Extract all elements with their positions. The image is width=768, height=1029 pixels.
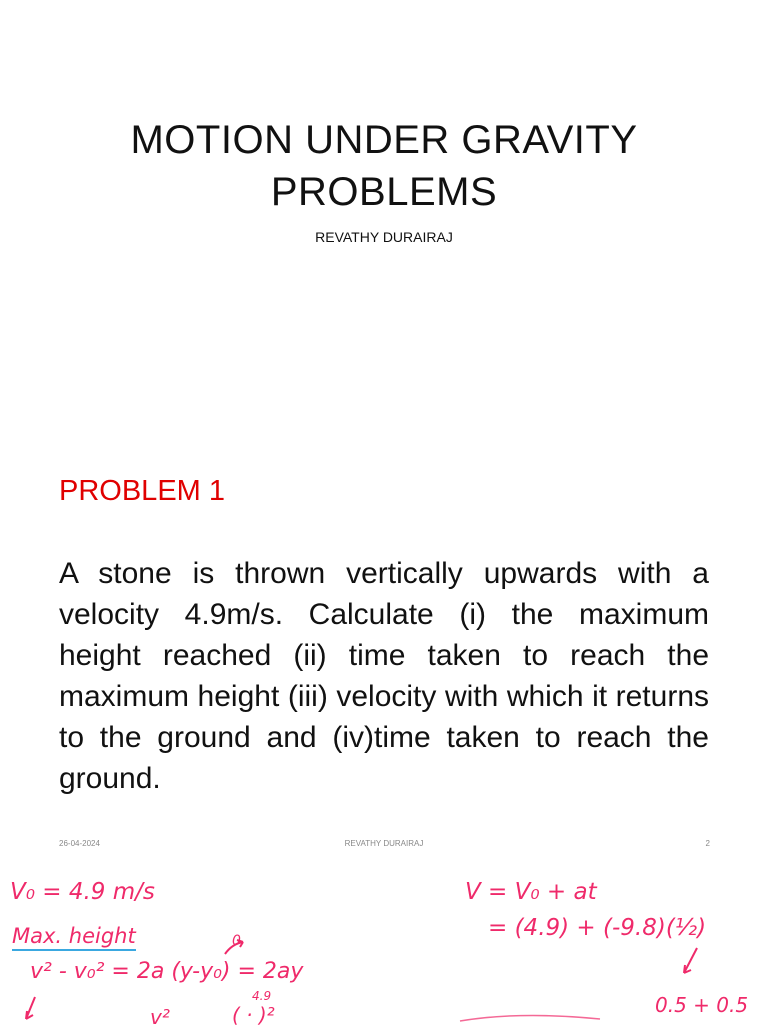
hw-arrow-to-zero <box>225 942 243 954</box>
title-line-1: MOTION UNDER GRAVITY <box>130 118 638 162</box>
hw-ink-strokes <box>0 851 768 1024</box>
hw-squared-term: ( · )² <box>232 1003 275 1027</box>
problem-slide <box>0 435 768 851</box>
hw-v-squared: v² <box>150 1005 170 1029</box>
hw-down-arrow-right <box>684 948 697 973</box>
hw-velocity-equation: V = V₀ + at <box>465 879 597 905</box>
footer-page-number: 2 <box>705 839 710 848</box>
footer-date: 26-04-2024 <box>59 839 100 848</box>
title-line-2: PROBLEMS <box>270 170 498 214</box>
hw-partial-stroke <box>460 1015 600 1021</box>
handwritten-notes-slide <box>0 851 768 1029</box>
hw-initial-velocity: V₀ = 4.9 m/s <box>10 879 155 905</box>
author-subtitle: REVATHY DURAIRAJ <box>315 229 453 245</box>
hw-velocity-substitution: = (4.9) + (-9.8)(½) <box>488 915 707 941</box>
slide-title <box>0 114 768 218</box>
hw-annotation-zero: 0 <box>232 933 241 949</box>
footer-author: REVATHY DURAIRAJ <box>344 839 424 848</box>
hw-max-height-label: Max. height <box>12 924 136 951</box>
hw-time-sum: 0.5 + 0.5 <box>655 993 749 1017</box>
problem-heading: PROBLEM 1 <box>59 475 225 507</box>
hw-kinematic-equation: v² - v₀² = 2a (y-y₀) = 2ay <box>30 959 304 984</box>
problem-text: A stone is thrown vertically upwards with a velocity 4.9m/s. Calculate (i) the maximum height reached (ii) time taken to reach the maximum height (iii) velocity with which it returns to the ground and (iv)time taken to reach the ground. <box>59 557 709 795</box>
hw-annotation-4-9: 4.9 <box>252 989 272 1003</box>
hw-down-arrow-left <box>26 997 35 1019</box>
title-slide <box>0 0 768 435</box>
